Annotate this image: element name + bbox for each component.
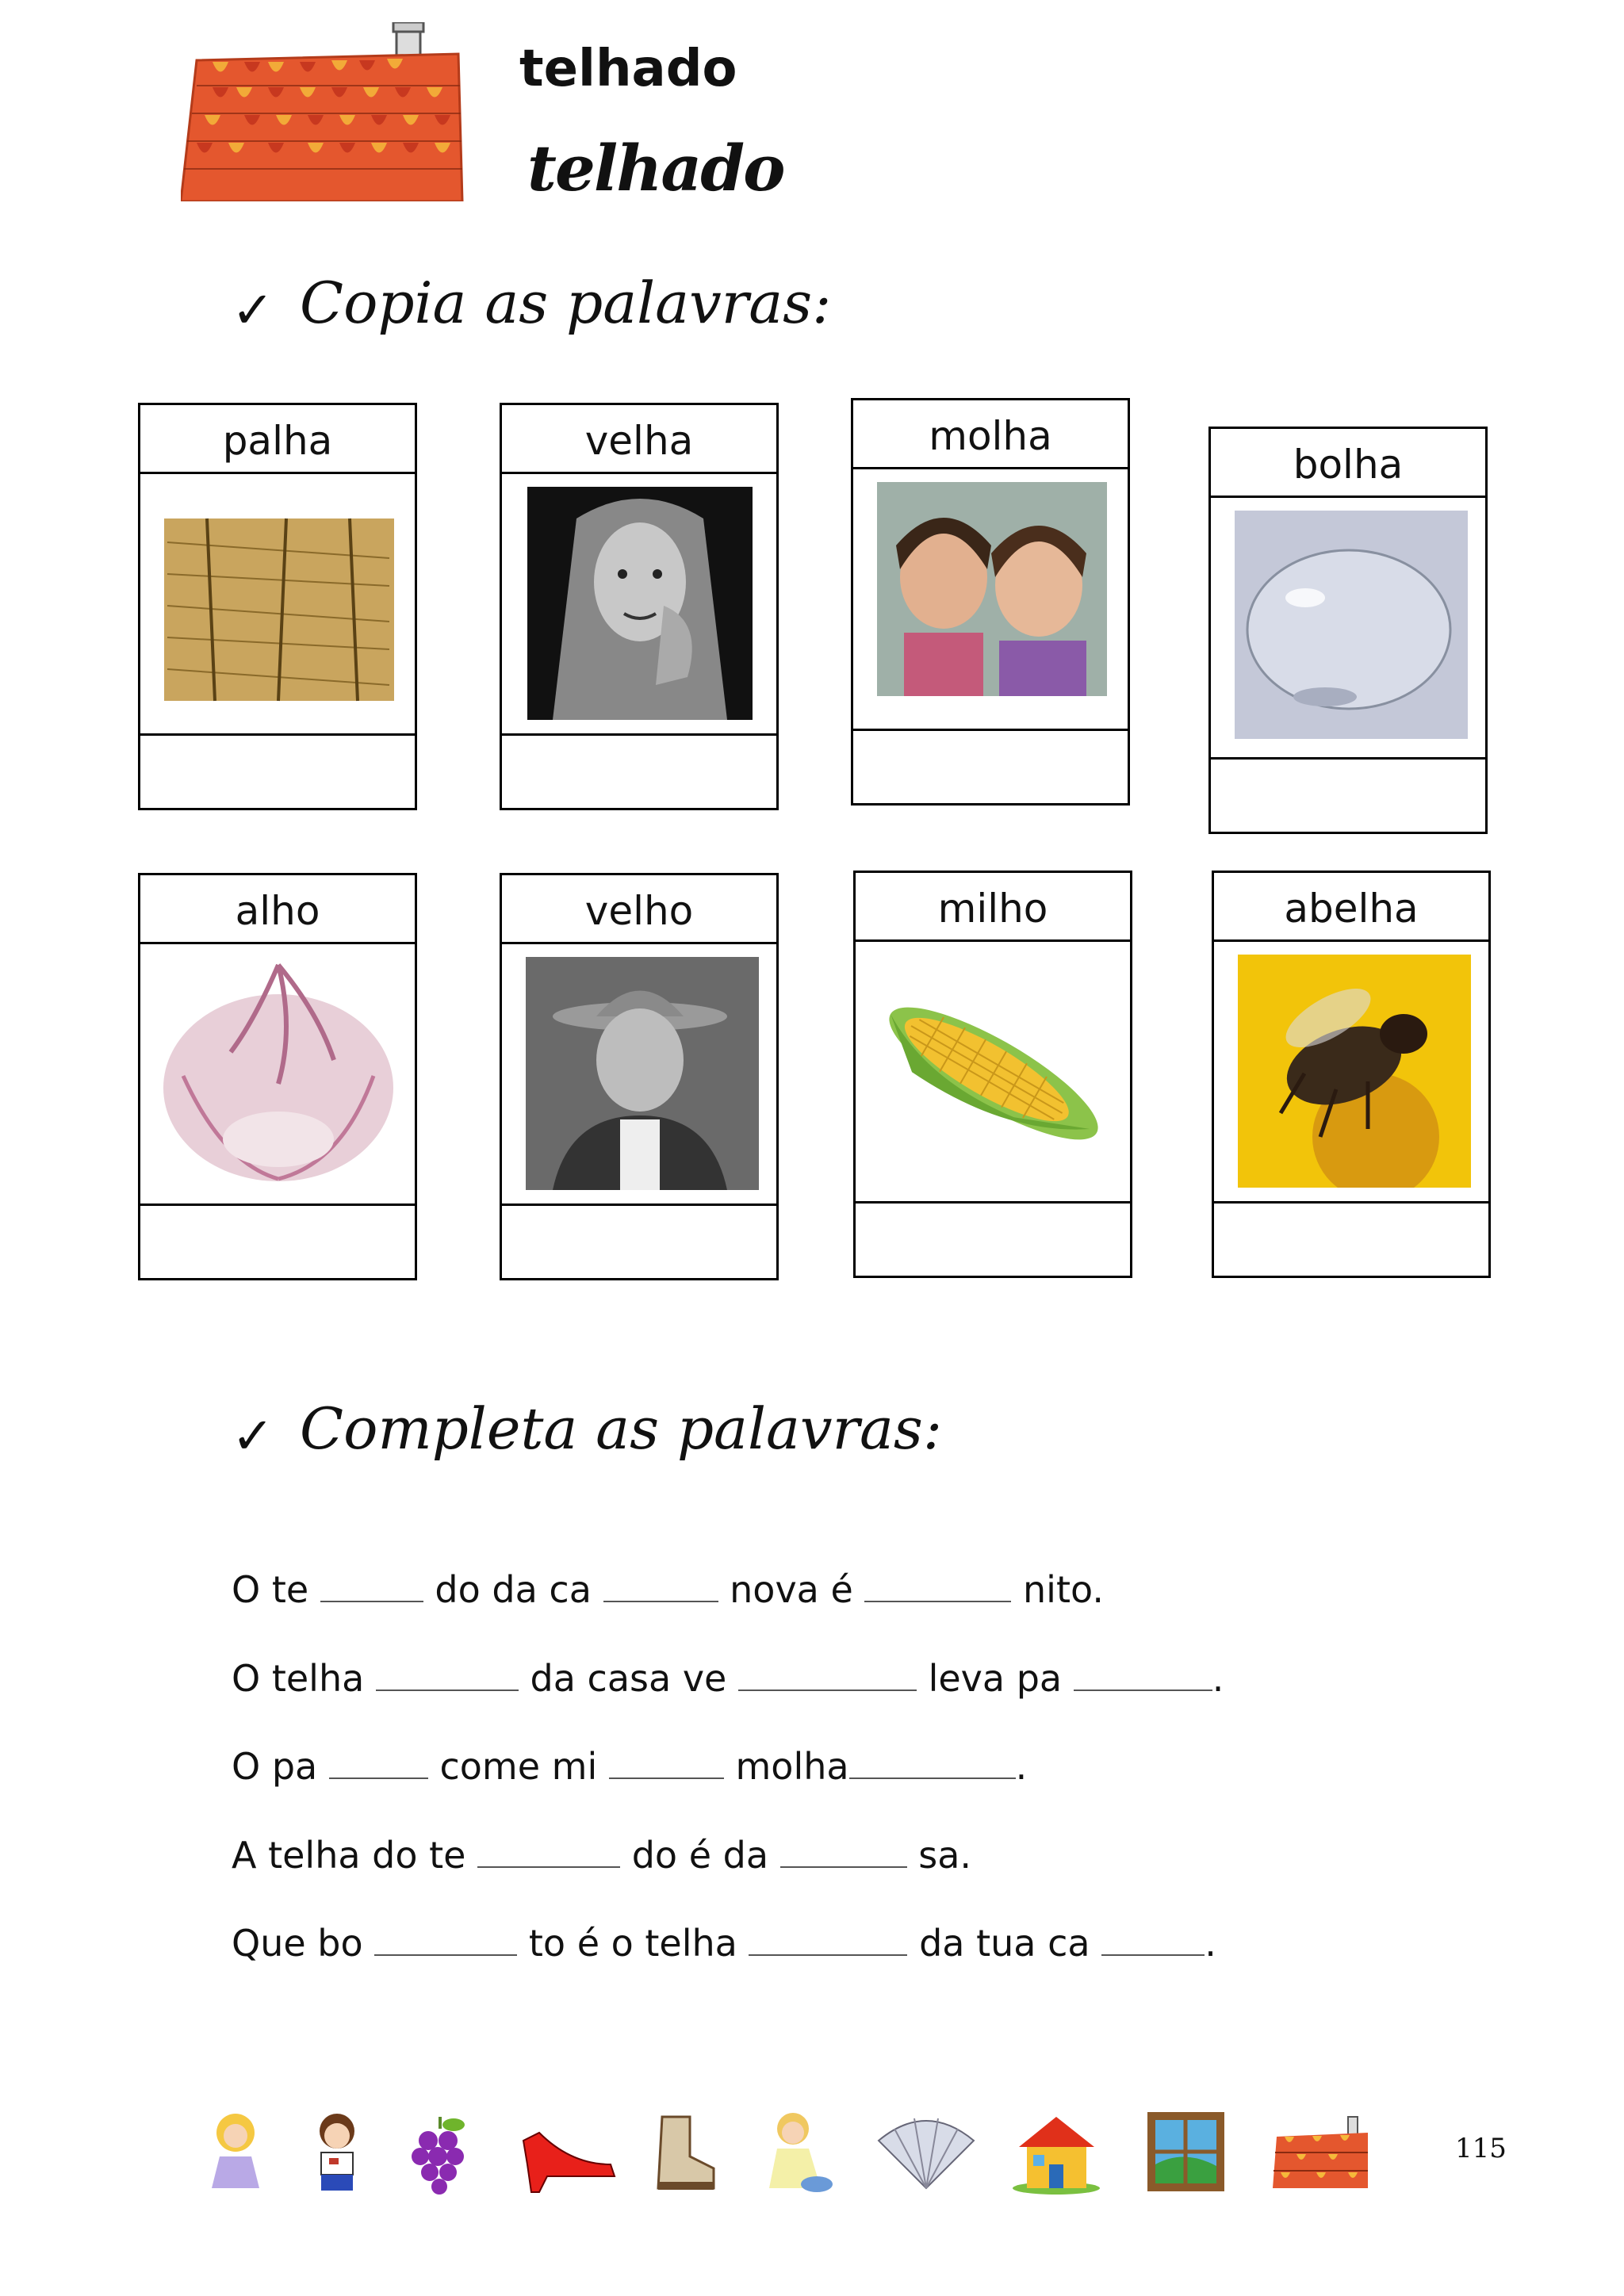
sentence-fragment: da casa ve [530, 1657, 727, 1700]
card-picture [138, 474, 417, 736]
page-number: 115 [1455, 2133, 1507, 2164]
roof-icon [1269, 2109, 1372, 2196]
card-label: velha [500, 403, 779, 474]
sentence-fragment: nova é [730, 1568, 853, 1611]
sentence-3 [232, 1745, 1027, 1788]
word-card-molha [851, 398, 1130, 806]
boy-icon [301, 2109, 373, 2196]
fill-blank[interactable] [1101, 1923, 1205, 1956]
checkmark-icon: ✓ [232, 281, 274, 340]
card-label: bolha [1208, 427, 1488, 498]
word-card-velha [500, 403, 779, 810]
card-label: velho [500, 873, 779, 944]
answer-box[interactable] [138, 736, 417, 810]
sentence-fragment: leva pa [928, 1657, 1063, 1700]
fill-blank[interactable] [780, 1835, 907, 1868]
answer-box[interactable] [138, 1206, 417, 1280]
fill-blank[interactable] [864, 1569, 1011, 1602]
card-picture [853, 942, 1132, 1203]
sentence-fragment: do da ca [435, 1568, 592, 1611]
fill-blank[interactable] [738, 1658, 917, 1691]
word-card-velho [500, 873, 779, 1280]
house-icon [1011, 2109, 1102, 2196]
word-card-alho [138, 873, 417, 1280]
sentence-fragment: nito. [1023, 1568, 1104, 1611]
card-picture [851, 469, 1130, 731]
fill-blank[interactable] [749, 1923, 907, 1956]
fan-icon [871, 2109, 982, 2196]
hay-bale-image [159, 487, 397, 720]
sentence-fragment: sa. [918, 1834, 972, 1877]
word-card-milho [853, 871, 1132, 1278]
card-picture [1212, 942, 1491, 1203]
sentence-fragment: molha [735, 1745, 849, 1788]
complete-instruction: Completa as palavras: [300, 1395, 943, 1462]
old-woman-image [521, 487, 759, 720]
sentence-fragment: come mi [439, 1745, 598, 1788]
answer-box[interactable] [500, 1206, 779, 1280]
page-title-cursive: telhado [527, 131, 784, 205]
grapes-icon [404, 2109, 476, 2196]
word-card-palha [138, 403, 417, 810]
sentence-fragment: O telha [232, 1657, 365, 1700]
answer-box[interactable] [851, 731, 1130, 806]
roof-tiles-icon [181, 22, 466, 201]
fill-blank[interactable] [329, 1746, 428, 1779]
fill-blank[interactable] [477, 1835, 620, 1868]
old-man-image [521, 957, 759, 1190]
word-card-abelha [1212, 871, 1491, 1278]
red-shoe-icon [515, 2109, 619, 2196]
sentence-fragment: . [1205, 1922, 1216, 1965]
card-label: abelha [1212, 871, 1491, 942]
girl-figurine-icon [753, 2109, 841, 2196]
fill-blank[interactable] [609, 1746, 724, 1779]
word-card-bolha [1208, 427, 1488, 834]
boot-icon [646, 2109, 718, 2196]
fill-blank[interactable] [320, 1569, 423, 1602]
fill-blank[interactable] [603, 1569, 718, 1602]
card-picture [1208, 498, 1488, 760]
answer-box[interactable] [500, 736, 779, 810]
answer-box[interactable] [853, 1203, 1132, 1278]
card-label: alho [138, 873, 417, 944]
card-picture [138, 944, 417, 1206]
sentence-fragment: O te [232, 1568, 309, 1611]
sentence-5 [232, 1922, 1216, 1965]
girls-wet-image [872, 482, 1110, 715]
bee-image [1233, 955, 1471, 1188]
card-label: molha [851, 398, 1130, 469]
sentence-fragment: A telha do te [232, 1834, 466, 1877]
checkmark-icon: ✓ [232, 1407, 274, 1466]
page-title: telhado [519, 40, 737, 98]
doll-icon [200, 2109, 271, 2196]
corn-image [875, 955, 1113, 1188]
garlic-image [159, 957, 397, 1190]
bubble-image [1230, 511, 1468, 744]
sentence-4 [232, 1834, 971, 1877]
sentence-fragment: . [1015, 1745, 1028, 1788]
fill-blank[interactable] [1074, 1658, 1212, 1691]
sentence-fragment: Que bo [232, 1922, 363, 1965]
sentence-2 [232, 1657, 1224, 1700]
sentence-1 [232, 1568, 1104, 1611]
window-icon [1144, 2109, 1228, 2196]
sentence-fragment: do é da [631, 1834, 769, 1877]
fill-blank[interactable] [376, 1658, 519, 1691]
sentence-fragment: to é o telha [528, 1922, 737, 1965]
card-picture [500, 474, 779, 736]
sentence-fragment: . [1212, 1657, 1224, 1700]
fill-blank[interactable] [374, 1923, 517, 1956]
sentence-fragment: O pa [232, 1745, 318, 1788]
fill-blank[interactable] [849, 1746, 1016, 1779]
answer-box[interactable] [1212, 1203, 1491, 1278]
sentence-fragment: da tua ca [919, 1922, 1090, 1965]
answer-box[interactable] [1208, 760, 1488, 834]
copy-instruction: Copia as palavras: [300, 270, 832, 336]
card-label: palha [138, 403, 417, 474]
card-label: milho [853, 871, 1132, 942]
card-picture [500, 944, 779, 1206]
